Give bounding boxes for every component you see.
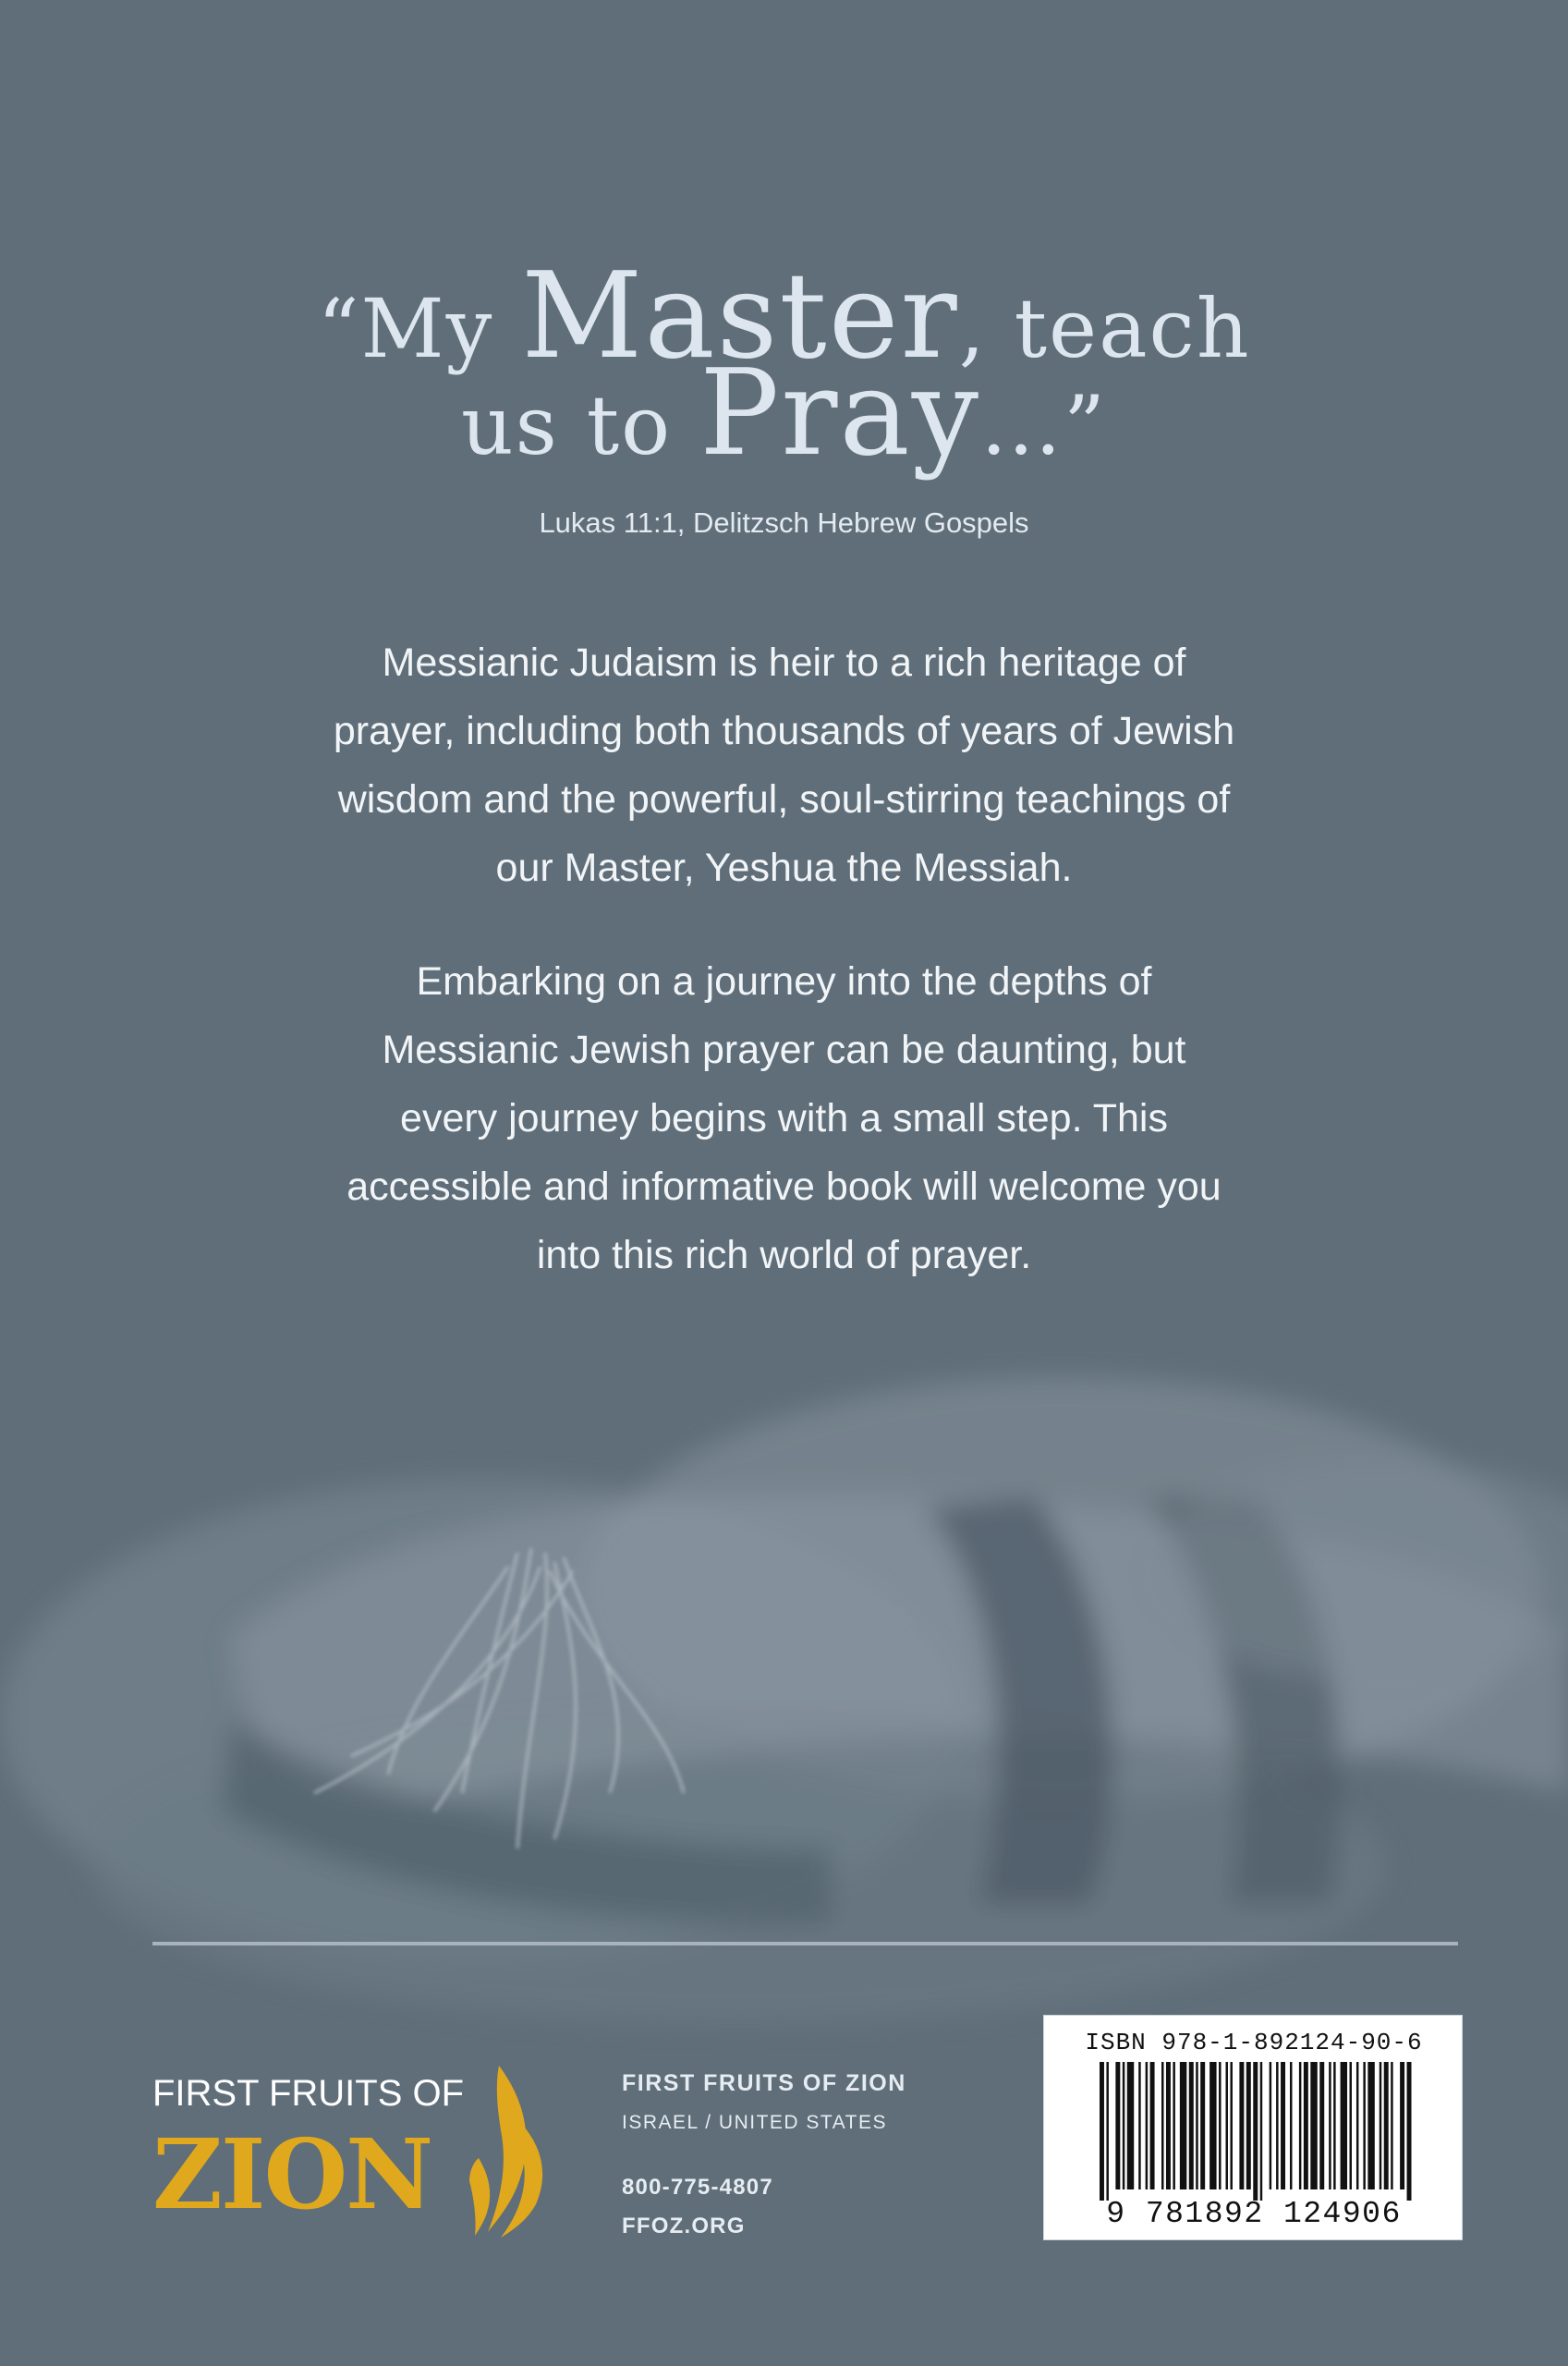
barcode-bar	[1226, 2062, 1228, 2189]
publisher-phone: 800-775-4807	[622, 2175, 773, 2200]
barcode-bar	[1180, 2062, 1186, 2189]
barcode-bar	[1230, 2062, 1232, 2189]
barcode-bar	[1150, 2062, 1155, 2189]
publisher-website: FFOZ.ORG	[622, 2214, 746, 2238]
barcode-bar	[1310, 2062, 1317, 2189]
barcode-bar	[1367, 2062, 1374, 2189]
isbn-digits: 9 781892 124906	[1106, 2197, 1402, 2231]
barcode-bar	[1299, 2062, 1301, 2189]
barcode-bars	[1100, 2062, 1414, 2201]
barcode-bar	[1329, 2062, 1331, 2189]
quote-us-to: us to	[460, 378, 700, 473]
quote-word-pray: Pray	[699, 345, 981, 482]
barcode-bar	[1219, 2062, 1221, 2189]
barcode-bar	[1161, 2062, 1163, 2189]
isbn-label: ISBN 978-1-892124-90-6	[1085, 2029, 1423, 2056]
quote-close: …”	[980, 378, 1108, 473]
barcode-bar	[1106, 2062, 1108, 2201]
barcode-bar	[1363, 2062, 1365, 2189]
barcode-bar	[1400, 2062, 1404, 2189]
barcode-bar	[1350, 2062, 1352, 2189]
barcode-bar	[1123, 2062, 1124, 2189]
barcode-bar	[1391, 2062, 1392, 2189]
barcode-bar	[1384, 2062, 1389, 2189]
publisher-logo	[152, 2056, 559, 2260]
barcode-bar	[1341, 2062, 1347, 2189]
barcode-bar	[1173, 2062, 1174, 2189]
barcode-bar	[1239, 2062, 1244, 2189]
publisher-location: ISRAEL / UNITED STATES	[622, 2112, 887, 2133]
barcode-bar	[1146, 2062, 1148, 2189]
divider-line	[152, 1942, 1458, 1945]
barcode-bar	[1196, 2062, 1197, 2189]
description-paragraph-2: Embarking on a journey into the depths of Messianic Jewish prayer can be daunting, but every journey begins with a small step. This accessible and informative book will welcome you into this rich world of prayer.	[346, 959, 1222, 1277]
barcode-bar	[1281, 2062, 1285, 2189]
barcode-bar	[1166, 2062, 1171, 2189]
isbn-barcode	[1043, 2015, 1463, 2240]
barcode-bar	[1253, 2062, 1258, 2201]
description-paragraph-1: Messianic Judaism is heir to a rich heritage of prayer, including both thousands of years of Jewish wisdom and the powerful, soul-stirring teachings of our Master, Yeshua the Messiah.	[333, 640, 1235, 890]
barcode-bar	[1209, 2062, 1216, 2189]
barcode-bar	[1115, 2062, 1120, 2189]
publisher-name: FIRST FRUITS OF ZION	[622, 2070, 906, 2096]
barcode-bar	[1127, 2062, 1134, 2189]
barcode-bar	[1290, 2062, 1292, 2189]
barcode-bar	[1356, 2062, 1358, 2189]
barcode-bar	[1200, 2062, 1205, 2189]
barcode-bar	[1270, 2062, 1271, 2189]
barcode-bar	[1138, 2062, 1140, 2189]
quote-word-master: Master	[521, 248, 959, 385]
barcode-bar	[1260, 2062, 1262, 2201]
quote-teach: , teach	[958, 281, 1251, 376]
quote-open: “My	[317, 281, 522, 376]
barcode-bar	[1407, 2062, 1412, 2201]
barcode-bar	[1380, 2062, 1381, 2189]
barcode-bar	[1189, 2062, 1194, 2189]
barcode-bar	[1246, 2062, 1251, 2189]
barcode-bar	[1333, 2062, 1335, 2189]
barcode-bar	[1319, 2062, 1324, 2189]
headline-quote	[0, 222, 1568, 508]
quote-line-2	[0, 319, 1568, 508]
flame-icon	[462, 2056, 554, 2241]
barcode-bar	[1276, 2062, 1278, 2189]
publisher-info	[622, 2070, 906, 2252]
barcode-bar	[1100, 2062, 1104, 2201]
logo-text-zion: ZION	[152, 2117, 432, 2231]
quote-citation: Lukas 11:1, Delitzsch Hebrew Gospels	[539, 506, 1029, 539]
barcode-bar	[1304, 2062, 1308, 2189]
logo-text-top: FIRST FRUITS OF	[152, 2073, 465, 2114]
